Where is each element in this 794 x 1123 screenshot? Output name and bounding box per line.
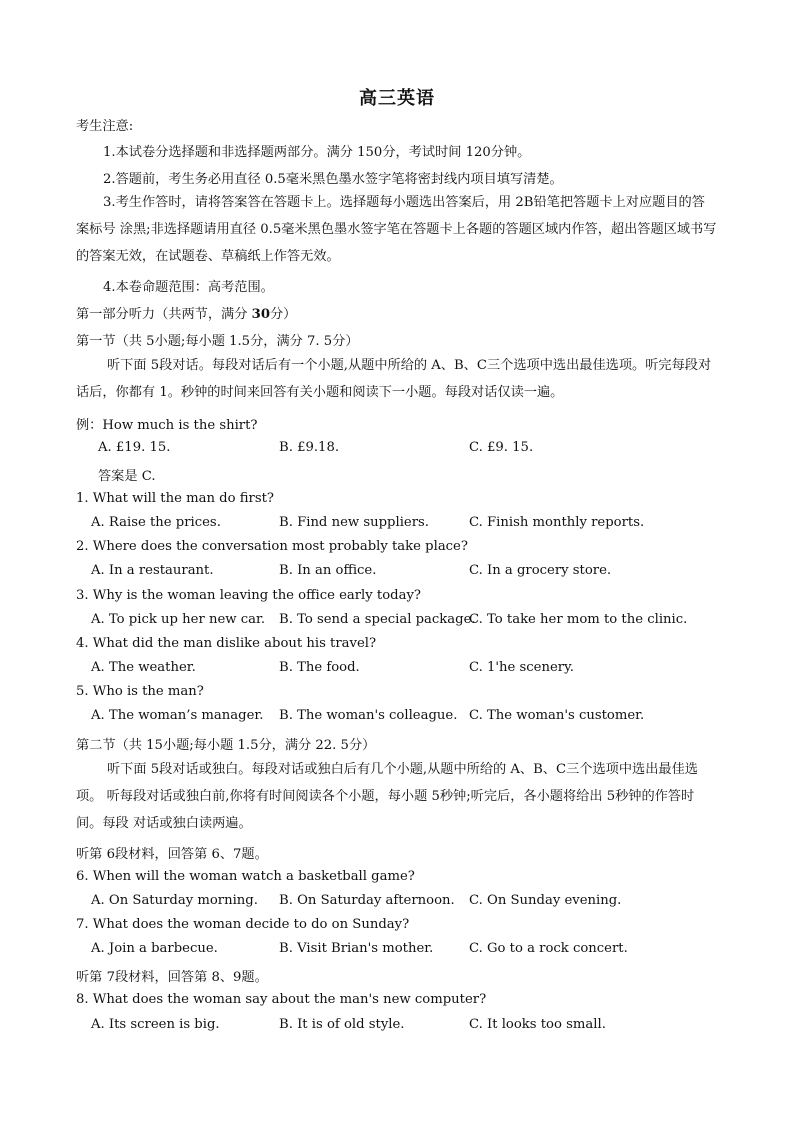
example-question: 例：How much is the shirt? [76,418,258,433]
q3-option-a: A. To pick up her new car. [91,612,266,627]
question-1: 1. What will the man do first? [76,491,274,506]
part1-heading: 第一部分听力（共两节，满分 30分） [76,307,297,322]
example-option-b: B. £9.18. [279,440,340,455]
notice-item-3: 3.考生作答时，请将答案答在答题卡上。选择题每小题选出答案后，用 2B铅笔把答题卡上对应题目的答案标号 涂黑;非选择题请用直径 0.5毫米黑色墨水签字笔在答题卡上各题的答题区域内作答，超出答题区域书写 的答案无效，在试题卷、草稿纸上作答无效。 [76,195,717,264]
q5-option-a: A. The woman’s manager. [91,708,264,723]
section2-instructions: 听下面 5段对话或独白。每段对话或独白后有几个小题,从题中所给的 A、B、C三个选项中选出最佳选项。 听每段对话或独白前,你将有时间阅读各个小题，每小题 5秒钟;听完后，各小题将给出 5秒钟的作答时间。每段 对话或独白读两遍。 [76,762,698,831]
material-6-heading: 听第 6段材料，回答第 6、7题。 [76,847,268,862]
q6-option-a: A. On Saturday morning. [91,893,258,908]
q7-option-a: A. Join a barbecue. [91,941,218,956]
page-title: 高三英语 [359,88,435,109]
q6-option-c: C. On Sunday evening. [469,893,622,908]
notice-item-4: 4.本卷命题范围：高考范围。 [103,280,274,295]
q4-option-b: B. The food. [279,660,360,675]
q7-option-c: C. Go to a rock concert. [469,941,628,956]
notice-heading: 考生注意: [76,119,134,134]
example-answer: 答案是 C. [98,469,156,484]
example-option-a: A. £19. 15. [98,440,171,455]
q8-option-b: B. It is of old style. [279,1017,405,1032]
notice-item-1: 1.本试卷分选择题和非选择题两部分。满分 150分，考试时间 120分钟。 [103,145,531,160]
q8-option-a: A. Its screen is big. [91,1017,220,1032]
question-4: 4. What did the man dislike about his travel? [76,636,377,651]
q2-option-b: B. In an office. [279,563,377,578]
q5-option-b: B. The woman's colleague. [279,708,458,723]
question-3: 3. Why is the woman leaving the office early today? [76,588,421,603]
section1-instructions: 听下面 5段对话。每段对话后有一个小题,从题中所给的 A、B、C三个选项中选出最佳选项。听完每段对话后，你都有 1。秒钟的时间来回答有关小题和阅读下一小题。每段对话仅读一遍。 [76,358,712,400]
question-6: 6. When will the woman watch a basketball game? [76,869,415,884]
material-7-heading: 听第 7段材料，回答第 8、9题。 [76,970,268,985]
q1-option-c: C. Finish monthly reports. [469,515,645,530]
question-5: 5. Who is the man? [76,684,204,699]
q3-option-c: C. To take her mom to the clinic. [469,612,688,627]
example-option-c: C. £9. 15. [469,440,534,455]
q3-option-b: B. To send a special package. [279,612,476,627]
q2-option-a: A. In a restaurant. [91,563,214,578]
section2-heading: 第二节（共 15小题;每小题 1.5分，满分 22. 5分） [76,738,376,753]
q2-option-c: C. In a grocery store. [469,563,612,578]
question-7: 7. What does the woman decide to do on Sunday? [76,917,410,932]
q1-option-a: A. Raise the prices. [91,515,221,530]
section1-heading: 第一节（共 5小题;每小题 1.5分，满分 7. 5分） [76,334,359,349]
q1-option-b: B. Find new suppliers. [279,515,429,530]
notice-item-2: 2.答题前，考生务必用直径 0.5毫米黑色墨水签字笔将密封线内项目填写清楚。 [103,172,563,187]
q4-option-c: C. 1'he scenery. [469,660,574,675]
q6-option-b: B. On Saturday afternoon. [279,893,455,908]
q8-option-c: C. It looks too small. [469,1017,606,1032]
q4-option-a: A. The weather. [91,660,196,675]
question-8: 8. What does the woman say about the man's new computer? [76,992,487,1007]
q7-option-b: B. Visit Brian's mother. [279,941,434,956]
q5-option-c: C. The woman's customer. [469,708,645,723]
question-2: 2. Where does the conversation most probably take place? [76,539,468,554]
